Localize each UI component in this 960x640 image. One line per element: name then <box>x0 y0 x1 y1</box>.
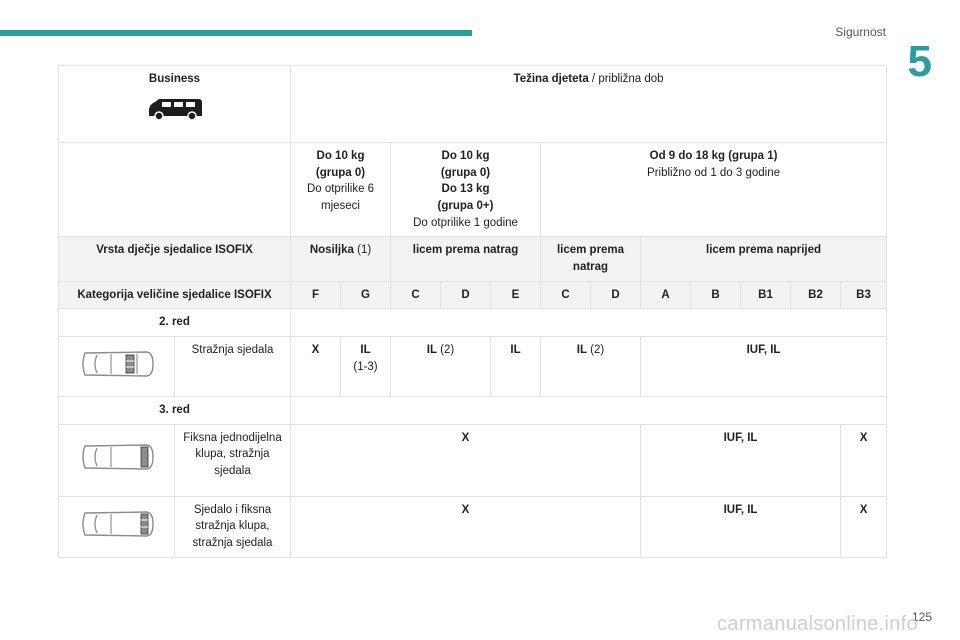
size-class: D <box>441 281 491 309</box>
size-class: C <box>541 281 591 309</box>
business-label: Business <box>148 73 201 85</box>
size-class: B2 <box>791 281 841 309</box>
size-class: G <box>341 281 391 309</box>
row2-cell: X <box>291 337 341 397</box>
seat-type-label: Vrsta dječje sjedalice ISOFIX <box>59 237 291 281</box>
group-0-b: Do 10 kg (grupa 0) Do 13 kg (grupa 0+) Do otprilike 1 godine <box>391 143 541 237</box>
seat-type-rear-1: licem prema natrag <box>391 237 541 281</box>
car-top-icon-row3b <box>59 496 175 557</box>
header-accent-bar <box>0 30 472 36</box>
row3a-seat: Fiksna jednodijelna klupa, stražnja sjedala <box>175 424 291 496</box>
row3a-cell: X <box>841 424 887 496</box>
row3b-cell: X <box>291 496 641 557</box>
size-class: B1 <box>741 281 791 309</box>
size-class: E <box>491 281 541 309</box>
seat-type-forward: licem prema naprijed <box>641 237 887 281</box>
isofix-table <box>58 65 887 558</box>
row3b-cell: X <box>841 496 887 557</box>
blank-cell <box>291 397 887 425</box>
size-class: B <box>691 281 741 309</box>
row2-cell: IL <box>491 337 541 397</box>
blank-cell <box>59 143 291 237</box>
row2-cell: IL (2) <box>391 337 491 397</box>
group-0-a: Do 10 kg (grupa 0) Do otprilike 6 mjeseci <box>291 143 391 237</box>
size-class: C <box>391 281 441 309</box>
size-class-label: Kategorija veličine sjedalice ISOFIX <box>59 281 291 309</box>
size-class: D <box>591 281 641 309</box>
seat-type-carrier: Nosiljka (1) <box>291 237 391 281</box>
business-cell <box>59 66 291 143</box>
row3a-cell: X <box>291 424 641 496</box>
section-title: Sigurnost <box>835 25 886 39</box>
row2-cell-il: IL (1-3) <box>341 337 391 397</box>
row-3-label: 3. red <box>59 397 291 425</box>
watermark: carmanualsonline.info <box>717 613 918 635</box>
row-2-label: 2. red <box>59 309 291 337</box>
row2-cell: IL (2) <box>541 337 641 397</box>
page-number: 125 <box>911 610 932 624</box>
car-top-icon-row2 <box>59 337 175 397</box>
row2-cell: IUF, IL <box>641 337 887 397</box>
van-side-icon <box>62 96 287 122</box>
blank-cell <box>291 309 887 337</box>
row2-seat: Stražnja sjedala <box>175 337 291 397</box>
row3b-cell: IUF, IL <box>641 496 841 557</box>
group-1: Od 9 do 18 kg (grupa 1) Približno od 1 do 3 godine <box>541 143 887 237</box>
size-class: A <box>641 281 691 309</box>
row3a-cell: IUF, IL <box>641 424 841 496</box>
car-top-icon-row3a <box>59 424 175 496</box>
seat-type-rear-2: licem prema natrag <box>541 237 641 281</box>
size-class: F <box>291 281 341 309</box>
row3b-seat: Sjedalo i fiksna stražnja klupa, stražnja sjedala <box>175 496 291 557</box>
size-class: B3 <box>841 281 887 309</box>
chapter-number: 5 <box>907 37 932 86</box>
weight-header: Težina djeteta / približna dob <box>291 66 887 143</box>
